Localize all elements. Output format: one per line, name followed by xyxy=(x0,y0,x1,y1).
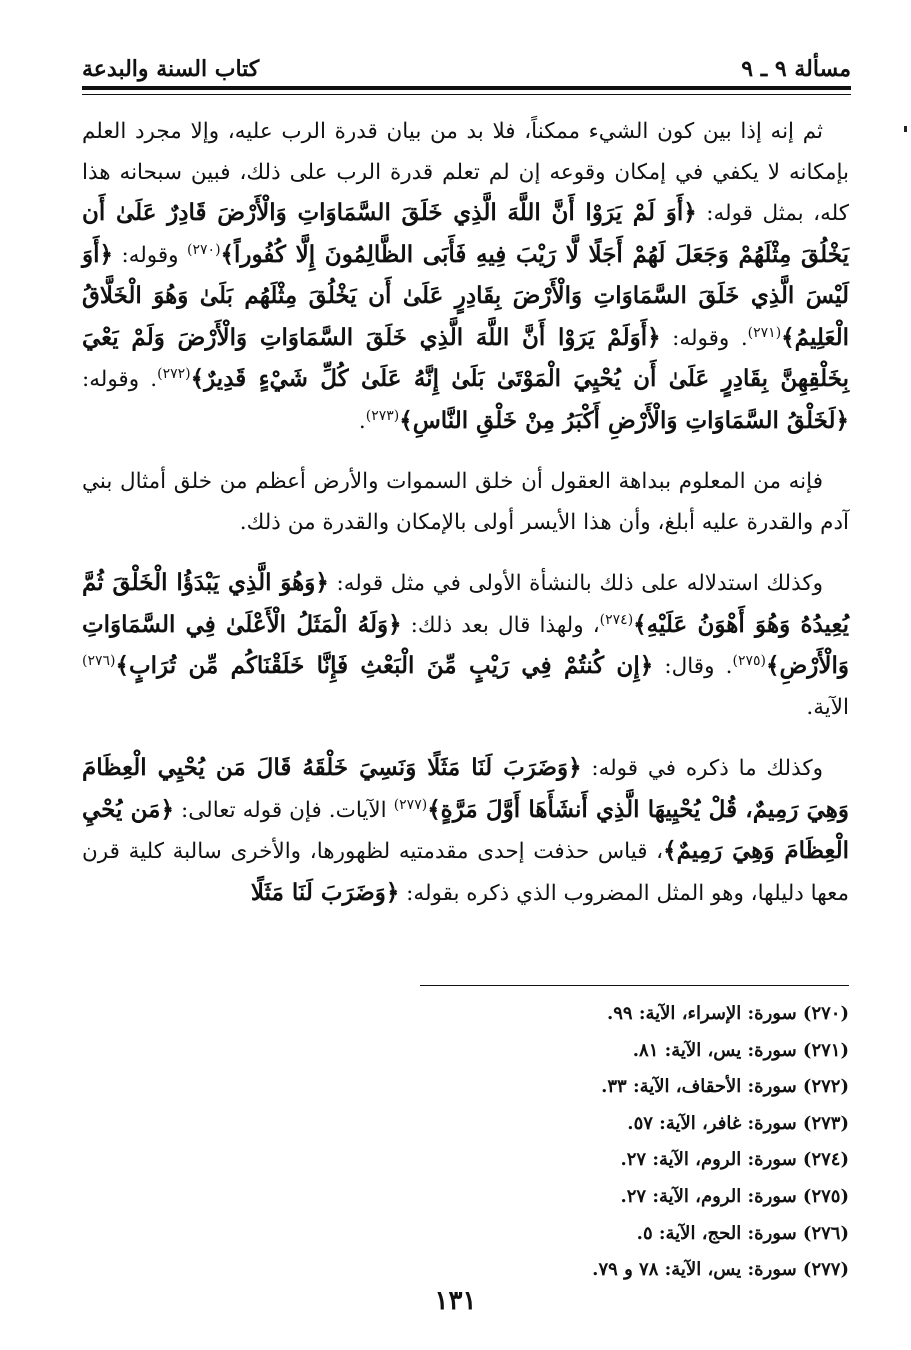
text-run: وكذلك استدلاله على ذلك بالنشأة الأولى في مثل قوله: xyxy=(328,571,823,596)
text-run: وكذلك ما ذكره في قوله: xyxy=(581,756,823,781)
footnote-item: (٢٧٤) سورة: الروم، الآية: ٢٧. xyxy=(620,1149,849,1171)
paragraph xyxy=(82,462,849,543)
footnote-item: (٢٧٧) سورة: يس، الآية: ٧٨ و ٧٩. xyxy=(592,1259,849,1281)
quran-verse: ﴿أَوَ لَيْسَ الَّذِي خَلَقَ السَّمَاوَاتِ وَالْأَرْضَ بِقَادِرٍ عَلَىٰ أَن يَخْلُقَ مِثْلَهُم بَلَىٰ وَهُوَ الْخَلَّاقُ الْعَلِيمُ﴾ xyxy=(82,240,850,351)
quran-verse: ﴿لَخَلْقُ السَّمَاوَاتِ وَالْأَرْضِ أَكْبَرُ مِنْ خَلْقِ النَّاسِ﴾ xyxy=(399,406,849,434)
footnote-reference: (٢٧٥) xyxy=(732,652,766,669)
quran-verse: ﴿مَن يُحْيِ الْعِظَامَ وَهِيَ رَمِيمٌ﴾ xyxy=(82,795,849,864)
text-run: . وقوله: xyxy=(82,367,158,392)
text-run: . xyxy=(358,408,366,434)
paragraph xyxy=(82,563,849,728)
footnote-item: (٢٧٠) سورة: الإسراء، الآية: ٩٩. xyxy=(606,1003,849,1024)
header-rule-thick xyxy=(82,86,851,90)
footnote-reference: (٢٧٢) xyxy=(157,365,191,382)
text-run: . وقوله: xyxy=(660,325,748,351)
footnote-reference: (٢٧٤) xyxy=(599,611,634,628)
footnote-item: (٢٧٣) سورة: غافر، الآية: ٥٧. xyxy=(627,1112,849,1134)
quran-verse: ﴿وَضَرَبَ لَنَا مَثَلًا وَنَسِيَ خَلْقَهُ قَالَ مَن يُحْيِي الْعِظَامَ وَهِيَ رَمِيمٌ، قُلْ يُحْيِيهَا الَّذِي أَنشَأَهَا أَوَّلَ مَرَّةٍ﴾ xyxy=(82,754,849,823)
footnote-item: (٢٧١) سورة: يس، الآية: ٨١. xyxy=(632,1039,849,1061)
running-header xyxy=(82,42,851,82)
text-run: ، ولهذا قال بعد ذلك: xyxy=(401,612,600,638)
quran-verse: ﴿أَوَلَمْ يَرَوْا أَنَّ اللَّهَ الَّذِي خَلَقَ السَّمَاوَاتِ وَالْأَرْضَ وَلَمْ يَعْيَ بِخَلْقِهِنَّ بِقَادِرٍ عَلَىٰ أَن يُحْيِيَ الْمَوْتَىٰ بَلَىٰ إِنَّهُ عَلَىٰ كُلِّ شَيْءٍ قَدِيرٌ﴾ xyxy=(82,323,849,392)
quran-verse: ﴿وَضَرَبَ لَنَا مَثَلًا xyxy=(250,878,400,906)
footnote-item: (٢٧٢) سورة: الأحقاف، الآية: ٣٣. xyxy=(601,1076,849,1098)
book-title-heading: كتاب السنة والبدعة xyxy=(82,56,260,82)
text-run: وقوله: xyxy=(112,242,188,268)
quran-verse: ﴿وَهُوَ الَّذِي يَبْدَؤُا الْخَلْقَ ثُمَّ يُعِيدُهُ وَهُوَ أَهْوَنُ عَلَيْهِ﴾ xyxy=(82,569,849,638)
page-number: ١٣١ xyxy=(434,1286,477,1316)
footnote-item: (٢٧٦) سورة: الحج، الآية: ٥. xyxy=(636,1222,849,1244)
footnote-reference: (٢٧٧) xyxy=(393,796,428,813)
quran-verse: ﴿أَوَ لَمْ يَرَوْا أَنَّ اللَّهَ الَّذِي خَلَقَ السَّمَاوَاتِ وَالْأَرْضَ قَادِرٌ عَلَىٰ أَن يَخْلُقَ مِثْلَهُمْ وَجَعَلَ لَهُمْ أَجَلًا لَّا رَيْبَ فِيهِ فَأَبَى الظَّالِمُونَ إِلَّا كُفُوراً﴾ xyxy=(82,199,850,268)
text-run: ثم إنه إذا بين كون الشيء ممكناً، فلا بد من بيان قدرة الرب عليه، وإلا مجرد العلم بإمكانه لا يكفي في إمكان وقوعه إن لم تعلم قدرة الرب على ذلك، فبين سبحانه هذا كله، بمثل قوله: xyxy=(82,119,850,226)
footnote-reference: (٢٧٦) xyxy=(82,652,116,669)
text-run: ، قياس حذفت إحدى مقدمتيه لظهورها، والأخرى سالبة كلية قرن معها دليلها، وهو المثل المضروب الذي ذكره بقوله: xyxy=(82,839,849,906)
scan-mark xyxy=(904,126,907,132)
quran-verse: ﴿وَلَهُ الْمَثَلُ الْأَعْلَىٰ فِي السَّمَاوَاتِ وَالْأَرْضِ﴾ xyxy=(82,610,849,679)
footnote-separator xyxy=(420,985,849,986)
footnote-item: (٢٧٥) سورة: الروم، الآية: ٢٧. xyxy=(620,1185,849,1207)
paragraph xyxy=(82,112,849,442)
header-rule-thin xyxy=(82,94,851,95)
footnotes-list xyxy=(82,996,849,1289)
footnote-reference: (٢٧٠) xyxy=(187,241,221,258)
footnote-reference: (٢٧١) xyxy=(747,324,782,341)
text-run: الآيات. فإن قوله تعالى: xyxy=(173,797,394,823)
text-run: فإنه من المعلوم ببداهة العقول أن خلق السموات والأرض أعظم من خلق أمثال بني آدم والقدرة عليه أبلغ، وأن هذا الأيسر أولى بالإمكان والقدرة من ذلك. xyxy=(82,469,849,535)
footnote-reference: (٢٧٣) xyxy=(365,407,400,424)
main-text xyxy=(82,112,849,934)
text-run: الآية. xyxy=(806,694,849,720)
quran-verse: ﴿إِن كُنتُمْ فِي رَيْبٍ مِّنَ الْبَعْثِ فَإِنَّا خَلَقْنَاكُم مِّن تُرَابٍ﴾ xyxy=(115,652,654,679)
paragraph xyxy=(82,748,849,914)
issue-number-heading: مسألة ٩ ـ ٩ xyxy=(741,56,851,82)
text-run: . وقال: xyxy=(653,654,733,679)
